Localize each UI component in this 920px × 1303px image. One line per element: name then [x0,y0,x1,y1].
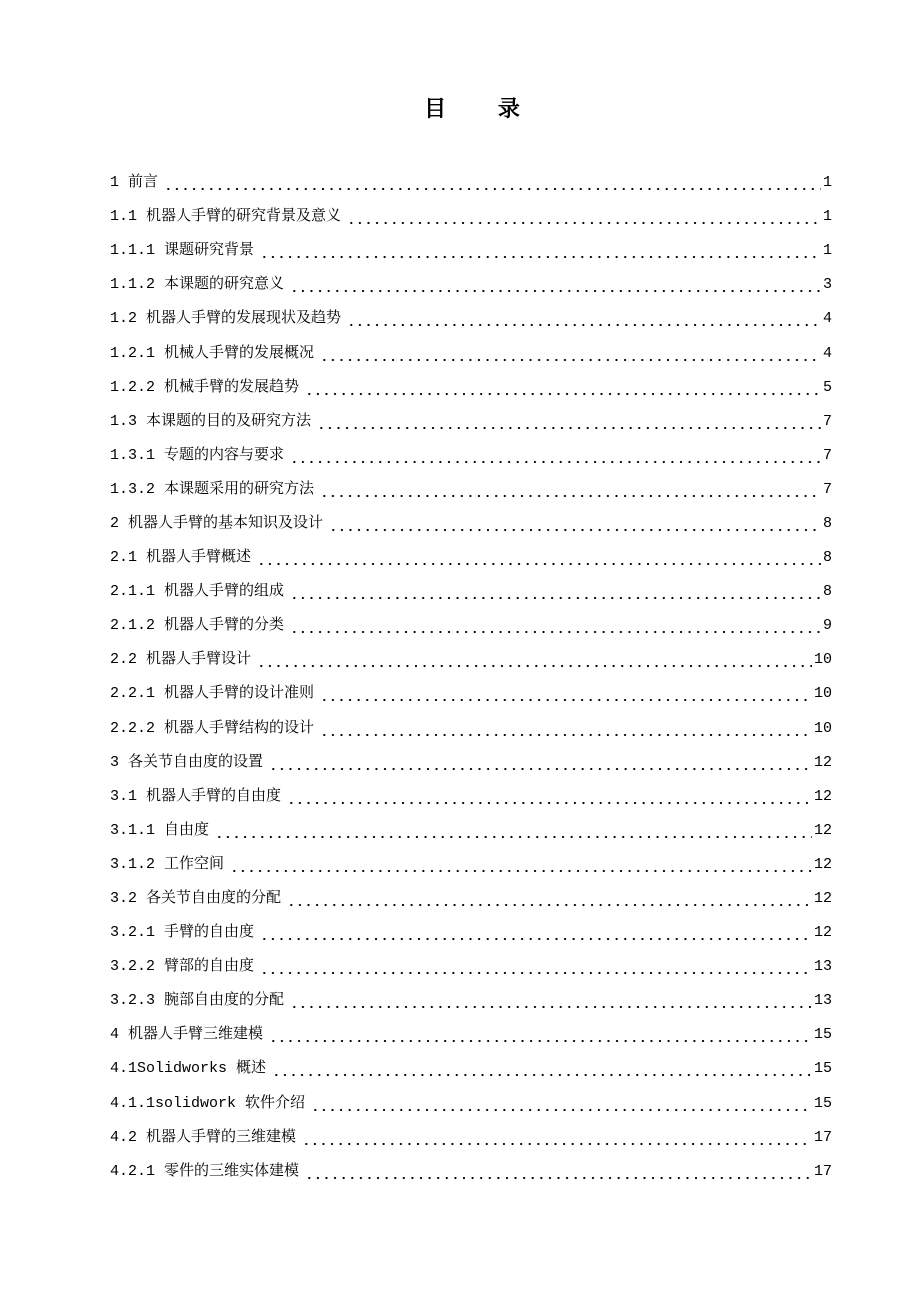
toc-leader-dots [303,1155,812,1189]
toc-entry-label: 2.1.2 机器人手臂的分类 [110,617,285,635]
toc-entry [110,302,832,336]
toc-leader-dots [288,575,821,609]
toc-entry-page-number: 8 [822,514,832,532]
toc-entry [110,1087,832,1121]
toc-leader-dots [258,916,812,950]
toc-entry-label: 2 机器人手臂的基本知识及设计 [110,514,324,532]
toc-entry [110,780,832,814]
toc-leader-dots [303,371,821,405]
toc-leader-dots [318,712,812,746]
toc-entry [110,541,832,575]
toc-leader-dots [255,643,812,677]
toc-entry [110,1121,832,1155]
toc-leader-dots [285,882,812,916]
table-of-contents [110,166,832,1189]
toc-leader-dots [288,984,812,1018]
toc-entry-page-number: 3 [822,276,832,294]
toc-entry-label: 1.1.2 本课题的研究意义 [110,276,285,294]
toc-leader-dots [327,507,821,541]
toc-entry [110,950,832,984]
toc-leader-dots [288,268,821,302]
toc-entry [110,746,832,780]
toc-leader-dots [318,473,821,507]
toc-entry-page-number: 4 [822,344,832,362]
toc-entry [110,882,832,916]
toc-entry-page-number: 8 [822,583,832,601]
toc-entry-label: 4.1.1solidwork 软件介绍 [110,1094,306,1112]
toc-entry-label: 1.3.2 本课题采用的研究方法 [110,480,315,498]
toc-entry [110,848,832,882]
toc-entry-page-number: 12 [813,753,832,771]
toc-entry [110,916,832,950]
toc-entry [110,200,832,234]
toc-leader-dots [267,1018,812,1052]
toc-entry-page-number: 1 [822,242,832,260]
toc-entry-page-number: 12 [813,924,832,942]
toc-entry [110,268,832,302]
toc-entry [110,575,832,609]
toc-leader-dots [288,439,821,473]
toc-entry [110,405,832,439]
toc-leader-dots [318,337,821,371]
toc-entry-label: 1.3.1 专题的内容与要求 [110,446,285,464]
toc-leader-dots [162,166,821,200]
toc-entry-page-number: 17 [813,1128,832,1146]
toc-entry-page-number: 13 [813,958,832,976]
toc-leader-dots [228,848,812,882]
toc-entry-label: 4.2 机器人手臂的三维建模 [110,1128,297,1146]
toc-entry-label: 2.2.1 机器人手臂的设计准则 [110,685,315,703]
toc-entry [110,1018,832,1052]
toc-entry-page-number: 7 [822,480,832,498]
toc-leader-dots [318,677,812,711]
toc-leader-dots [300,1121,812,1155]
toc-entry-label: 3.2 各关节自由度的分配 [110,890,282,908]
toc-entry-page-number: 5 [822,378,832,396]
toc-entry-page-number: 10 [813,719,832,737]
toc-entry [110,336,832,370]
toc-entry-page-number: 8 [822,549,832,567]
toc-leader-dots [270,1052,812,1086]
toc-entry [110,507,832,541]
toc-entry-label: 3.1.1 自由度 [110,821,210,839]
toc-leader-dots [213,814,812,848]
toc-entry-label: 1 前言 [110,174,159,192]
toc-leader-dots [285,780,812,814]
toc-leader-dots [315,405,821,439]
toc-entry-page-number: 12 [813,890,832,908]
toc-leader-dots [258,950,812,984]
toc-entry-page-number: 15 [813,1094,832,1112]
toc-entry-page-number: 10 [813,651,832,669]
toc-entry [110,712,832,746]
toc-entry-page-number: 15 [813,1026,832,1044]
toc-leader-dots [288,609,821,643]
toc-entry [110,984,832,1018]
toc-entry-label: 2.1 机器人手臂概述 [110,549,252,567]
toc-leader-dots [309,1087,812,1121]
toc-entry-page-number: 9 [822,617,832,635]
toc-entry [110,371,832,405]
toc-entry [110,1052,832,1086]
toc-entry [110,643,832,677]
toc-leader-dots [267,746,812,780]
toc-entry-label: 2.2.2 机器人手臂结构的设计 [110,719,315,737]
toc-entry-label: 4.1Solidworks 概述 [110,1060,267,1078]
toc-entry-page-number: 12 [813,787,832,805]
toc-entry [110,814,832,848]
toc-entry-label: 4.2.1 零件的三维实体建模 [110,1162,300,1180]
toc-entry-label: 3.2.3 腕部自由度的分配 [110,992,285,1010]
toc-entry-page-number: 15 [813,1060,832,1078]
toc-entry-label: 4 机器人手臂三维建模 [110,1026,264,1044]
toc-entry [110,1155,832,1189]
toc-entry [110,609,832,643]
toc-entry [110,234,832,268]
toc-entry-page-number: 7 [822,446,832,464]
toc-entry [110,473,832,507]
toc-entry-page-number: 17 [813,1162,832,1180]
toc-entry-label: 1.1 机器人手臂的研究背景及意义 [110,208,342,226]
toc-entry-page-number: 7 [822,412,832,430]
toc-entry-label: 3 各关节自由度的设置 [110,753,264,771]
toc-leader-dots [258,234,821,268]
toc-entry-page-number: 4 [822,310,832,328]
toc-entry [110,166,832,200]
toc-entry [110,677,832,711]
toc-leader-dots [255,541,821,575]
toc-entry-label: 3.1 机器人手臂的自由度 [110,787,282,805]
toc-entry-label: 1.1.1 课题研究背景 [110,242,255,260]
toc-entry-label: 1.2.1 机械人手臂的发展概况 [110,344,315,362]
toc-entry-label: 1.2 机器人手臂的发展现状及趋势 [110,310,342,328]
toc-entry-page-number: 13 [813,992,832,1010]
toc-entry-label: 2.1.1 机器人手臂的组成 [110,583,285,601]
toc-entry-label: 1.2.2 机械手臂的发展趋势 [110,378,300,396]
toc-entry-label: 3.2.2 臂部的自由度 [110,958,255,976]
toc-entry-page-number: 12 [813,855,832,873]
toc-entry-page-number: 1 [822,174,832,192]
toc-entry-page-number: 12 [813,821,832,839]
toc-entry [110,439,832,473]
toc-leader-dots [345,200,821,234]
page-title: 目 录 [424,97,520,122]
toc-entry-label: 3.2.1 手臂的自由度 [110,924,255,942]
toc-entry-label: 3.1.2 工作空间 [110,855,225,873]
toc-entry-page-number: 1 [822,208,832,226]
toc-leader-dots [345,302,821,336]
toc-entry-page-number: 10 [813,685,832,703]
toc-entry-label: 2.2 机器人手臂设计 [110,651,252,669]
toc-entry-label: 1.3 本课题的目的及研究方法 [110,412,312,430]
